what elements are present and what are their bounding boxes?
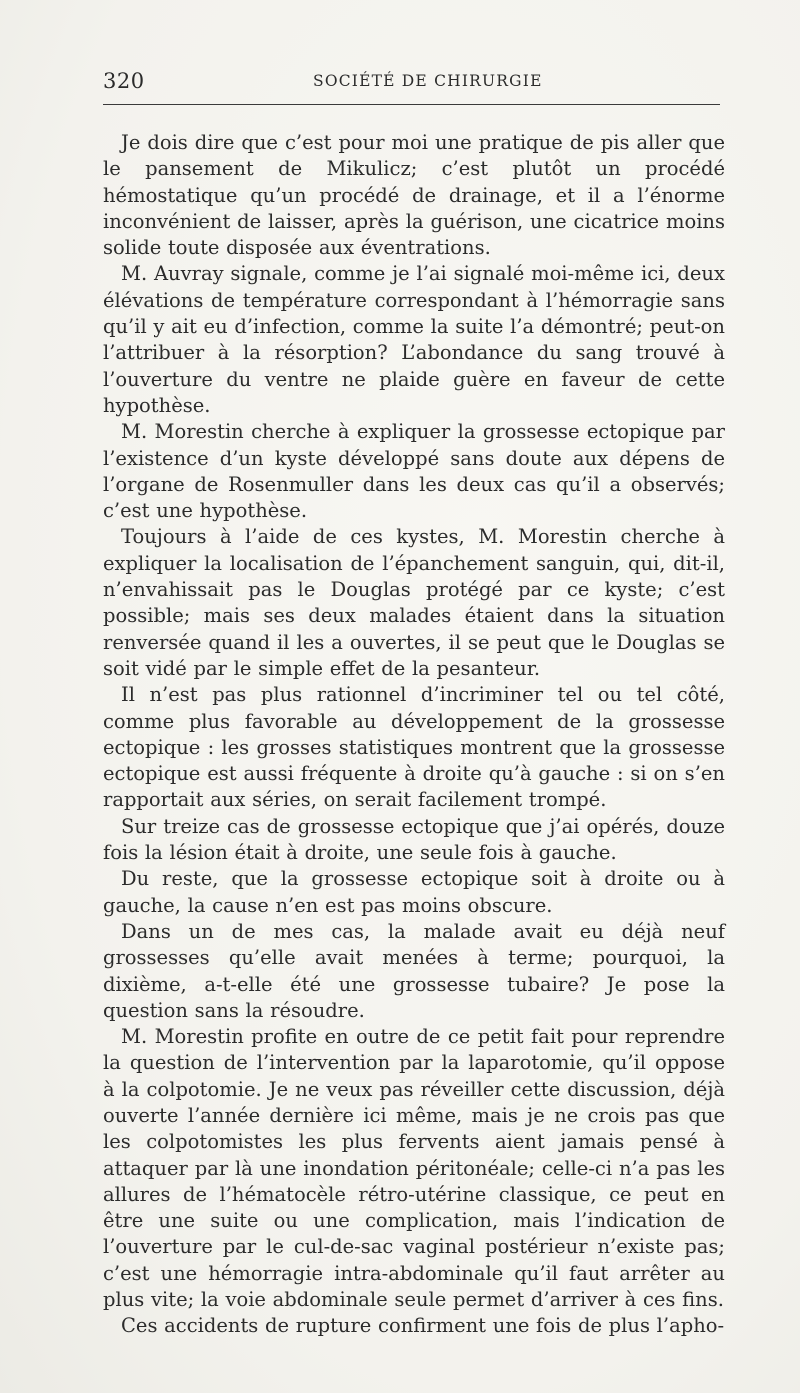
running-title: SOCIÉTÉ DE CHIRURGIE (313, 72, 543, 90)
paragraph: Du reste, que la grossesse ectopique soit à droite ou à gauche, la cause n’en est pas moins obscure. (103, 867, 725, 917)
paragraph: Ces accidents de rupture confirment une fois de plus l’apho- (121, 1314, 725, 1338)
paragraph: Dans un de mes cas, la malade avait eu déjà neuf grossesses qu’elle avait menées à terme; pourquoi, la dixième, a-t-elle été une grossesse tubaire? Je pose la question sans la résoudre. (103, 919, 725, 1022)
paragraph: Sur treize cas de grossesse ectopique que j’ai opérés, douze fois la lésion était à droite, une seule fois à gauche. (103, 814, 725, 865)
page-number: 320 (103, 69, 145, 93)
paragraph: M. Morestin profite en outre de ce petit fait pour reprendre la question de l’intervention par la laparotomie, qu’il oppose à la colpotomie. Je ne veux pas réveiller cette discussion, déjà ouverte l’année dernière ici même, mais je ne crois pas que les colpotomistes les plus fervents aient jamais pensé à attaquer par là une inondation péritonéale; celle-ci n’a pas les allures de l’hématocèle rétro-utérine classique, ce peut en être une suite ou une complication, mais l’indication de l’ouverture par le cul-de-sac vaginal postérieur n’existe pas; c’est une hémorragie intra-abdominale qu’il faut arrêter au plus vite; la voie abdominale seule permet d’arriver à ces fins. (103, 1025, 725, 1312)
paragraph: Je dois dire que c’est pour moi une pratique de pis aller que le pansement de Mikulicz; c’est plutôt un procédé hémostatique qu’un procédé de drainage, et il a l’énorme inconvénient de laisser, après la guérison, une cicatrice moins solide toute disposée aux éventrations. (103, 131, 725, 260)
paragraph: Il n’est pas plus rationnel d’incriminer tel ou tel côté, comme plus favorable au développement de la grossesse ectopique : les grosses statistiques montrent que la grossesse ectopique est aussi fréquente à droite qu’à gauche : si on s’en rapportait aux séries, on serait facilement trompé. (103, 683, 725, 812)
paragraph: Toujours à l’aide de ces kystes, M. Morestin cherche à expliquer la localisation de l’épanchement sanguin, qui, dit-il, n’envahissait pas le Douglas protégé par ce kyste; c’est possible; mais ses deux malades étaient dans la situation renversée quand il les a ouvertes, il se peut que le Douglas se soit vidé par le simple effet de la pesanteur. (103, 525, 725, 680)
paragraph: M. Auvray signale, comme je l’ai signalé moi-même ici, deux élévations de température correspondant à l’hémorragie sans qu’il y ait eu d’infection, comme la suite l’a démontré; peut-on l’attribuer à la résorption? L’abondance du sang trouvé à l’ouverture du ventre ne plaide guère en faveur de cette hypothèse. (103, 262, 725, 417)
header-rule (103, 104, 720, 105)
body-text (103, 130, 725, 1340)
paragraph: M. Morestin cherche à expliquer la grossesse ectopique par l’existence d’un kyste développé sans doute aux dépens de l’organe de Rosenmuller dans les deux cas qu’il a observés; c’est une hypothèse. (103, 420, 725, 523)
page-header (103, 69, 723, 99)
